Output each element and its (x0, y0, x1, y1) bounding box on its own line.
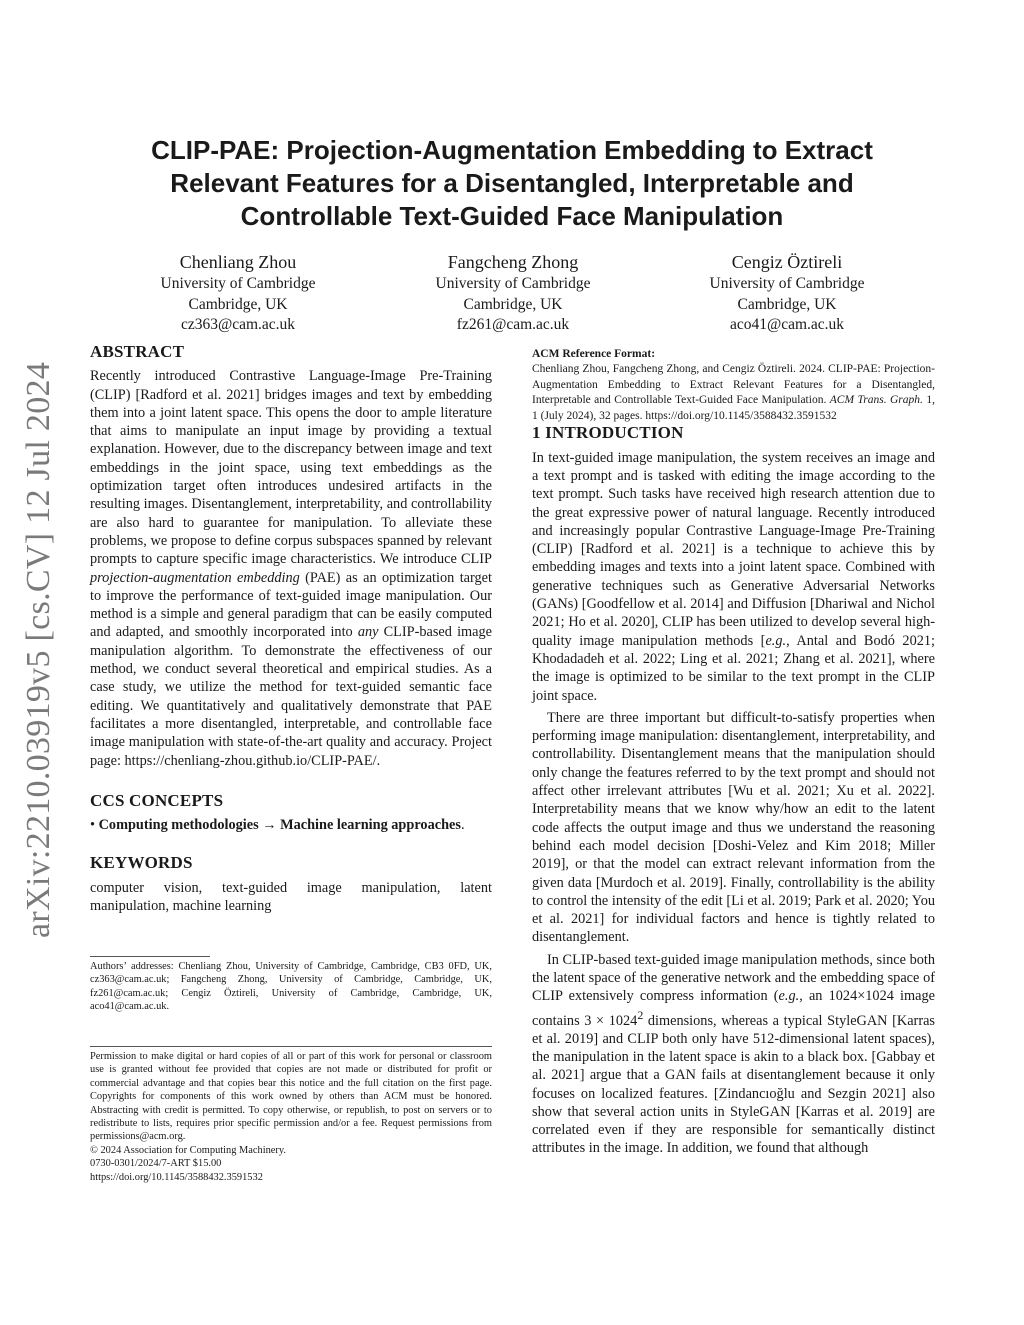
permission-divider (90, 1046, 492, 1047)
author-location: Cambridge, UK (463, 295, 563, 313)
intro-part: dimensions, whereas a typical StyleGAN [Karras et al. 2019] and CLIP both only have 512-dimensional latent spaces), the manipulation in the latent space is akin to a black box. [Gabbay et al. 2021] argue that a GAN fails at disentanglement because it only focuses on localized features. [Zindancıoğlu and Sezgin 2021] also show that several action units in StyleGAN [Karras et al. 2019] are correlated even if they are responsible for semantically distinct attributes in the image. In addition, we found that although (532, 1012, 935, 1157)
abstract-text (90, 367, 492, 770)
acm-journal: ACM Trans. Graph. (829, 394, 923, 407)
keywords-text: computer vision, text-guided image manipulation, latent manipulation, machine learning (90, 879, 492, 915)
ccs-concept-text: Computing methodologies → Machine learning approaches (98, 817, 461, 834)
intro-part: , Antal and Bodó 2021; Khodadadeh et al. 2022; Ling et al. 2021; Zhang et al. 2021], where the image is optimized to be similar to the text prompt in the CLIP joint space. (532, 632, 935, 704)
author-name: Cengiz Öztireli (731, 252, 843, 272)
keywords-heading: KEYWORDS (90, 853, 193, 873)
author-location: Cambridge, UK (737, 295, 837, 313)
abstract-part: CLIP-based image manipulation algorithm. To demonstrate the effectiveness of our method, we conduct several theoretical and empirical studies. As a case study, we utilize the method for text-guided semantic face editing. We quantitatively and qualitatively demonstrate that PAE facilitates a more disentangled, interpretable, and controllable face image manipulation with state-of-the-art quality and accuracy. Project page: https://chenliang-zhou.github.io/CLIP-PAE/. (90, 624, 492, 769)
paper-title: CLIP-PAE: Projection-Augmentation Embedding to Extract Relevant Features for a Disentangled, Interpretable and Controllable Text-Guided Face Manipulation (151, 135, 873, 231)
intro-emphasis: e.g. (778, 988, 800, 1005)
authors-addresses: Authors’ addresses: Chenliang Zhou, University of Cambridge, Cambridge, CB3 0FD, UK, cz363@cam.ac.uk; Fangcheng Zhong, University of Cambridge, Cambridge, UK, fz261@cam.ac.uk; Cengiz Öztireli, University of Cambridge, Cambridge, UK, aco41@cam.ac.uk. (90, 961, 492, 1013)
footnote-divider (90, 956, 210, 957)
author-1 (88, 250, 388, 336)
intro-paragraph-3 (532, 951, 935, 1158)
author-affiliation: University of Cambridge (435, 275, 591, 292)
issn-line: 0730-0301/2024/7-ART $15.00 (90, 1158, 222, 1170)
left-column (90, 343, 492, 915)
abstract-heading: ABSTRACT (90, 342, 185, 361)
author-email: cz363@cam.ac.uk (180, 316, 296, 333)
author-name: Fangcheng Zhong (447, 252, 579, 272)
abstract-emphasis: any (357, 624, 379, 641)
intro-part: In CLIP-based text-guided image manipulation methods, since both the latent space of the generative network and the embedding space of CLIP extensively compress information ( (532, 951, 935, 1005)
acm-ref-part: 1, 1 (July 2024), 32 pages. https://doi.org/10.1145/3588432.3591532 (532, 394, 935, 422)
author-affiliation: University of Cambridge (709, 275, 865, 292)
intro-part: In text-guided image manipulation, the system receives an image and a text prompt and is tasked with editing the image according to the text prompt. Such tasks have received high research attention due to the great expressive power of natural language. Recently introduced and increasingly popular Contrastive Language-Image Pre-Training (CLIP) [Radford et al. 2021] is a technique to achieve this by embedding images and texts into a joint latent space. Combined with generative techniques such as Generative Adversarial Networks (GANs) [Goodfellow et al. 2014] and Diffusion [Dhariwal and Nichol 2021; Ho et al. 2020], CLIP has been utilized to develop several high-quality image manipulation methods [ (532, 449, 935, 649)
arxiv-identifier: arXiv:2210.03919v5 [cs.CV] 12 Jul 2024 (20, 361, 57, 938)
author-email: fz261@cam.ac.uk (456, 316, 570, 333)
abstract-emphasis: projection-augmentation embedding (90, 569, 300, 586)
introduction-heading: 1 INTRODUCTION (532, 423, 684, 443)
author-2 (363, 250, 663, 336)
acm-ref-part: Chenliang Zhou, Fangcheng Zhong, and Cengiz Öztireli. 2024. CLIP-PAE: Projection-Augmentation Embedding to Extract Relevant Features for a Disentangled, Interpretable and Controllable Text-Guided Face Manipulation. (532, 363, 935, 407)
author-location: Cambridge, UK (188, 295, 288, 313)
superscript: 2 (637, 1007, 644, 1022)
author-3 (637, 250, 937, 336)
intro-paragraph-1 (532, 449, 935, 705)
bullet: • (90, 817, 99, 834)
author-affiliation: University of Cambridge (160, 275, 316, 292)
permission-block (90, 1050, 492, 1184)
right-column (532, 346, 935, 1158)
acm-reference-heading: ACM Reference Format: (532, 348, 656, 360)
abstract-part: Recently introduced Contrastive Language-Image Pre-Training (CLIP) [Radford et al. 2021] bridges images and text by embedding them into a joint latent space. This opens the door to ample literature that aims to manipulate an input image by providing a textual explanation. However, due to the discrepancy between image and text embeddings in the joint space, using text embeddings as the optimization target often introduces undesired artifacts in the resulting images. Disentanglement, interpretability, and controllability are also hard to guarantee for manipulation. To alleviate these problems, we propose to define corpus subspaces spanned by relevant prompts to capture specific image characteristics. We introduce CLIP (90, 368, 492, 568)
permission-text: Permission to make digital or hard copies of all or part of this work for personal or classroom use is granted without fee provided that copies are not made or distributed for profit or commercial advantage and that copies bear this notice and the full citation on the first page. Copyrights for components of this work owned by others than ACM must be honored. Abstracting with credit is permitted. To copy otherwise, or republish, to post on servers or to redistribute to lists, requires prior specific permission and/or a fee. Request permissions from permissions@acm.org. (90, 1051, 492, 1143)
acm-reference-text (532, 362, 935, 424)
intro-emphasis: e.g. (765, 632, 787, 649)
intro-paragraph-2: There are three important but difficult-to-satisfy properties when performing image manipulation: disentanglement, interpretability, and controllability. Disentanglement means that the manipulation should only change the features referred to by the text prompt and should not affect other irrelevant attributes [Wu et al. 2021; Xu et al. 2022]. Interpretability means that we know why/how an edit to the latent code affects the output image and thus we understand the reasoning behind each model decision [Doshi-Velez and Kim 2018; Miller 2019], or that the model can extract relevant information from the given data [Murdoch et al. 2019]. Finally, controllability is the ability to control the intensity of the edit [Li et al. 2019; Park et al. 2020; You et al. 2021] for individual factors and hence is tightly related to disentanglement. (532, 709, 935, 946)
author-name: Chenliang Zhou (179, 252, 297, 272)
copyright-line: © 2024 Association for Computing Machinery. (90, 1144, 286, 1156)
abstract-part: (PAE) as an optimization target to improve the performance of text-guided image manipulation. Our method is a simple and general paradigm that can be easily computed and adapted, and smoothly incorporated into (90, 569, 492, 641)
intro-part: , an 1024×1024 image contains 3 × 1024 (532, 988, 935, 1029)
author-email: aco41@cam.ac.uk (729, 316, 845, 333)
doi-link[interactable]: https://doi.org/10.1145/3588432.3591532 (90, 1171, 263, 1183)
ccs-heading: CCS CONCEPTS (90, 790, 224, 810)
ccs-concept (90, 816, 492, 834)
ccs-period: . (460, 817, 465, 834)
